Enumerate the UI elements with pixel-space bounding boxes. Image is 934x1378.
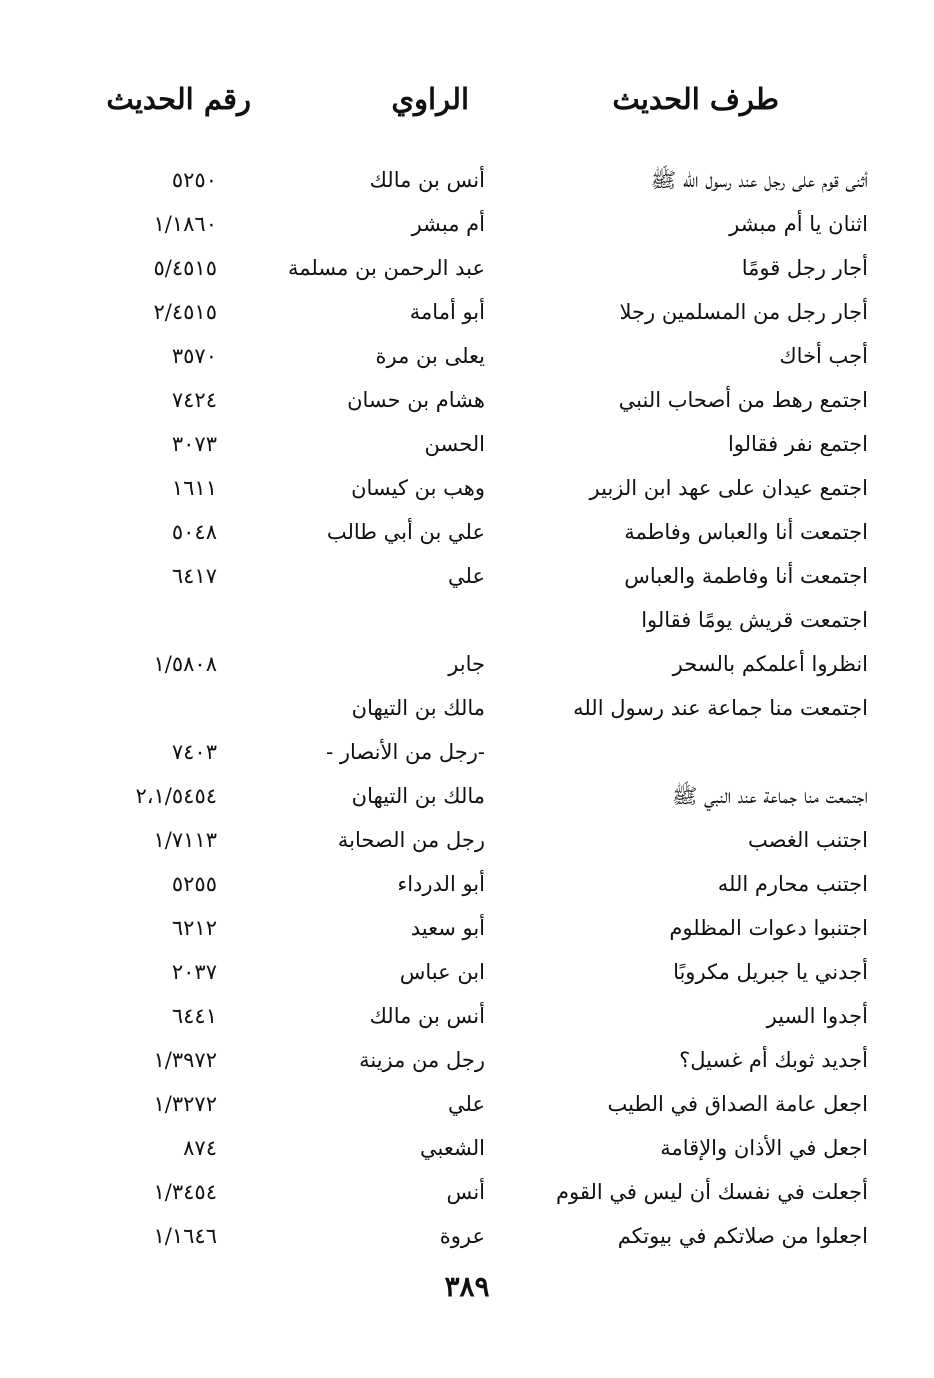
hadith-number: ٥٢٥٥ bbox=[171, 872, 217, 896]
narrator-name: -رجل من الأنصار - bbox=[326, 740, 485, 764]
hadith-number: ١/٣٤٥٤ bbox=[153, 1180, 217, 1204]
index-row bbox=[0, 1082, 934, 1126]
narrator-name: وهب بن كيسان bbox=[351, 476, 485, 500]
hadith-number: ٨٧٤ bbox=[183, 1136, 217, 1160]
hadith-number: ١/٣٩٧٢ bbox=[153, 1048, 217, 1072]
narrator-name: عروة bbox=[439, 1224, 485, 1248]
narrator-name: أبو الدرداء bbox=[397, 872, 485, 896]
page-number: ٣٨٩ bbox=[444, 1270, 490, 1303]
narrator-name: رجل من الصحابة bbox=[337, 828, 485, 852]
hadith-text: اجتمع نفر فقالوا bbox=[727, 432, 868, 456]
hadith-number: ٣٥٧٠ bbox=[171, 344, 217, 368]
hadith-number: ١/١٨٦٠ bbox=[153, 212, 217, 236]
hadith-text: اجعل عامة الصداق في الطيب bbox=[607, 1092, 868, 1116]
index-row bbox=[0, 686, 934, 730]
header-number: رقم الحديث bbox=[106, 82, 251, 116]
index-row bbox=[0, 510, 934, 554]
hadith-text: اجتمعت منا جماعة عند رسول الله bbox=[573, 696, 868, 720]
hadith-number: ٢/٤٥١٥ bbox=[153, 300, 217, 324]
header-narrator: الراوي bbox=[391, 82, 469, 116]
narrator-name: عبد الرحمن بن مسلمة bbox=[287, 256, 485, 280]
narrator-name: علي bbox=[448, 1092, 485, 1116]
narrator-name: أنس bbox=[446, 1180, 485, 1204]
hadith-number: ٢٠٣٧ bbox=[171, 960, 217, 984]
narrator-name: علي bbox=[448, 564, 485, 588]
hadith-text: اجتمعت قريش يومًا فقالوا bbox=[641, 608, 868, 632]
hadith-text: انظروا أعلمكم بالسحر bbox=[672, 652, 868, 676]
hadith-number: ١/١٦٤٦ bbox=[153, 1224, 217, 1248]
hadith-number: ٧٤٠٣ bbox=[171, 740, 217, 764]
index-row bbox=[0, 378, 934, 422]
index-row bbox=[0, 554, 934, 598]
hadith-number: ٣٠٧٣ bbox=[171, 432, 217, 456]
hadith-number: ٥/٤٥١٥ bbox=[153, 256, 217, 280]
narrator-name: أبو سعيد bbox=[410, 916, 485, 940]
hadith-text: أجعلت في نفسك أن ليس في القوم bbox=[555, 1180, 868, 1204]
narrator-name: الحسن bbox=[424, 432, 485, 456]
index-row bbox=[0, 334, 934, 378]
narrator-name: هشام بن حسان bbox=[347, 388, 485, 412]
narrator-name: أم مبشر bbox=[411, 212, 485, 236]
hadith-text: اجتمع عيدان على عهد ابن الزبير bbox=[589, 476, 868, 500]
index-row bbox=[0, 202, 934, 246]
hadith-text: اجعل في الأذان والإقامة bbox=[660, 1136, 868, 1160]
hadith-text: اجعلوا من صلاتكم في بيوتكم bbox=[617, 1224, 868, 1248]
narrator-name: أنس بن مالك bbox=[369, 168, 485, 192]
hadith-text: أثنى قوم على رجل عند رسول الله ﷺ bbox=[650, 168, 868, 192]
hadith-text: اثنان يا أم مبشر bbox=[729, 212, 868, 236]
hadith-number: ١/٥٨٠٨ bbox=[153, 652, 217, 676]
index-row bbox=[0, 774, 934, 818]
hadith-text: اجتمع رهط من أصحاب النبي bbox=[618, 388, 868, 412]
hadith-text: أجديد ثوبك أم غسيل؟ bbox=[679, 1048, 868, 1072]
header-hadith: طرف الحديث bbox=[612, 82, 779, 116]
narrator-name: مالك بن التيهان bbox=[351, 696, 485, 720]
narrator-name: أبو أمامة bbox=[409, 300, 485, 324]
index-row bbox=[0, 466, 934, 510]
hadith-number: ٦٢١٢ bbox=[171, 916, 217, 940]
hadith-number: ١/٧١١٣ bbox=[153, 828, 217, 852]
hadith-number: ٥٠٤٨ bbox=[171, 520, 217, 544]
index-row bbox=[0, 1170, 934, 1214]
index-row bbox=[0, 598, 934, 642]
hadith-number: ٦٤١٧ bbox=[171, 564, 217, 588]
hadith-text: أجدني يا جبريل مكروبًا bbox=[673, 960, 868, 984]
hadith-number: ١/٣٢٧٢ bbox=[153, 1092, 217, 1116]
narrator-name: ابن عباس bbox=[399, 960, 485, 984]
hadith-number: ٥٢٥٠ bbox=[171, 168, 217, 192]
index-row bbox=[0, 862, 934, 906]
index-row bbox=[0, 158, 934, 202]
hadith-number: ٢،١/٥٤٥٤ bbox=[135, 784, 217, 808]
index-row bbox=[0, 818, 934, 862]
hadith-text: اجتنب الغصب bbox=[748, 828, 868, 852]
hadith-text: أجار رجل قومًا bbox=[741, 256, 868, 280]
index-row bbox=[0, 1038, 934, 1082]
hadith-text: أجار رجل من المسلمين رجلا bbox=[619, 300, 868, 324]
index-row bbox=[0, 1214, 934, 1258]
narrator-name: رجل من مزينة bbox=[359, 1048, 485, 1072]
narrator-name: أنس بن مالك bbox=[369, 1004, 485, 1028]
index-row bbox=[0, 994, 934, 1038]
index-row bbox=[0, 906, 934, 950]
narrator-name: الشعبي bbox=[420, 1136, 485, 1160]
narrator-name: علي بن أبي طالب bbox=[326, 520, 485, 544]
index-row bbox=[0, 642, 934, 686]
narrator-name: جابر bbox=[448, 652, 485, 676]
hadith-text: أجدوا السير bbox=[766, 1004, 868, 1028]
index-row bbox=[0, 246, 934, 290]
index-row bbox=[0, 730, 934, 774]
index-row bbox=[0, 290, 934, 334]
index-row bbox=[0, 422, 934, 466]
hadith-number: ١٦١١ bbox=[171, 476, 217, 500]
narrator-name: يعلى بن مرة bbox=[375, 344, 485, 368]
index-row bbox=[0, 950, 934, 994]
index-row bbox=[0, 1126, 934, 1170]
index-rows bbox=[0, 158, 934, 1258]
hadith-number: ٧٤٢٤ bbox=[171, 388, 217, 412]
hadith-text: أجب أخاك bbox=[779, 344, 868, 368]
hadith-text: اجتنبوا دعوات المظلوم bbox=[669, 916, 868, 940]
hadith-text: اجتمعت منا جماعة عند النبي ﷺ bbox=[671, 784, 868, 808]
hadith-text: اجتمعت أنا وفاطمة والعباس bbox=[624, 564, 868, 588]
hadith-number: ٦٤٤١ bbox=[171, 1004, 217, 1028]
hadith-text: اجتمعت أنا والعباس وفاطمة bbox=[624, 520, 868, 544]
hadith-text: اجتنب محارم الله bbox=[717, 872, 868, 896]
narrator-name: مالك بن التيهان bbox=[351, 784, 485, 808]
